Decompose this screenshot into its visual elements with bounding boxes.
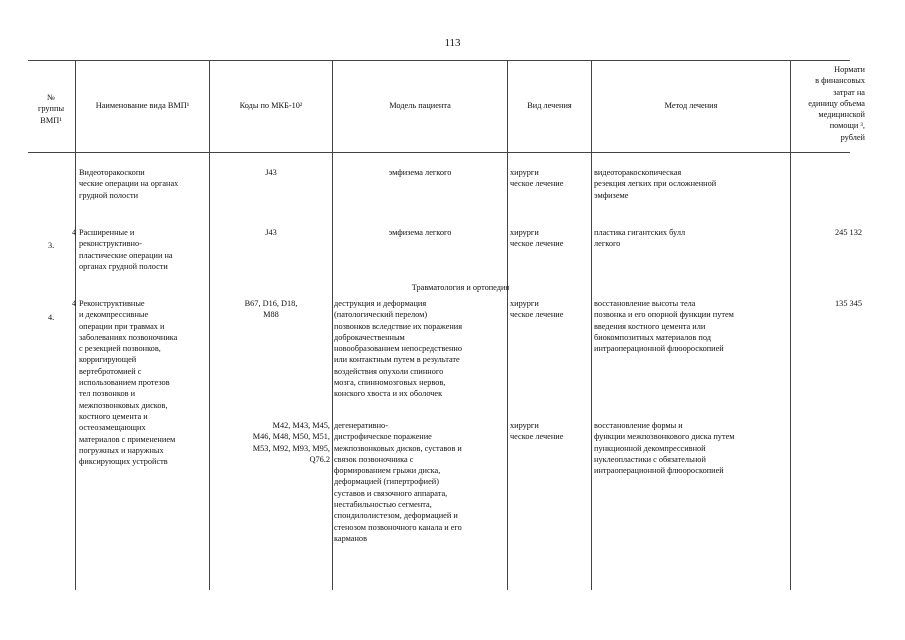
row2-icd-codes: J43 xyxy=(265,228,277,237)
row4a-patient-model: деструкция и деформация (патологический перелом) позвонков вследствие их поражения доброкачественным новообразованием непосредственно или контактным путем в результате воздействия опухоли спинного мозга, спинномозговых нервов, конского хвоста и их оболочек xyxy=(334,299,463,399)
row4-cost: 135 345 xyxy=(835,299,862,308)
col-divider-4 xyxy=(507,60,508,590)
row2-cost: 245 132 xyxy=(835,228,862,237)
row2-treatment-method: пластика гигантских булл легкого xyxy=(594,228,686,249)
row2-vmp-name: Расширенные и реконструктивно- пластические операции на органах грудной полости xyxy=(79,228,173,271)
row1-patient-model: эмфизема легкого xyxy=(388,168,452,177)
row2-patient-model: эмфизема легкого xyxy=(388,228,452,237)
row1-treatment-method: видеоторакоскопическая резекция легких при осложненной эмфиземе xyxy=(594,168,717,200)
header-treatment-type: Вид лечения xyxy=(527,101,572,110)
row4b-icd-codes: M42, M43, M45, M46, M48, M50, M51, M53, M92, M93, M95, Q76.2 xyxy=(252,421,330,464)
page-number: 113 xyxy=(444,37,461,49)
row4-vmp-name: Реконструктивные и декомпрессивные операции при травмах и заболеваниях позвоночника с резекцией позвонков, корригирующей вертебротомией с использованием протезов тел позвонков и межпозвонковых дисков, костного цемента и остеозамещающих материалов с применением погружных и наружных фиксирующих устройств xyxy=(79,299,178,467)
row4b-treatment-type: хирурги ческое лечение xyxy=(510,421,564,442)
col-divider-1 xyxy=(75,60,76,590)
row4a-treatment-method: восстановление высоты тела позвонка и его опорной функции путем введения костного цемента или биокомпозитных материалов под интраоперационной флюороскопией xyxy=(594,299,734,354)
row1-treatment-type: хирурги ческое лечение xyxy=(510,168,564,189)
section-title: Травматология и ортопедия xyxy=(411,283,510,292)
row1-icd-codes: J43 xyxy=(265,168,277,177)
header-bottom-border xyxy=(28,152,850,153)
row4-group-digit: 4 xyxy=(72,299,77,308)
header-vmp-name: Наименование вида ВМП¹ xyxy=(95,101,190,110)
header-patient-model: Модель пациента xyxy=(389,101,451,110)
row4a-icd-codes: B67, D16, D18, M88 xyxy=(244,299,298,320)
row4a-treatment-type: хирурги ческое лечение xyxy=(510,299,564,320)
header-treatment-method: Метод лечения xyxy=(664,101,718,110)
row2-group-number: 3. xyxy=(48,241,55,250)
row4b-patient-model: дегенеративно- дистрофическое поражение межпозвонковых дисков, суставов и связок позвоночника с формированием грыжи диска, деформацией (гипертрофией) суставов и связочного аппарата, нестабильностью сегмента, спондилолистезом, деформацией и стенозом позвоночного канала и его карманов xyxy=(334,421,462,543)
row4-group-number: 4. xyxy=(48,313,55,322)
header-icd-codes: Коды по МКБ-10² xyxy=(239,101,303,110)
col-divider-5 xyxy=(591,60,592,590)
col-divider-3 xyxy=(332,60,333,590)
row1-vmp-name: Видеоторакоскопи ческие операции на органах грудной полости xyxy=(79,168,179,200)
header-cost-norms: Нормати в финансовых затрат на единицу объема медицинской помощи ³, рублей xyxy=(808,65,865,142)
table-top-border xyxy=(28,60,850,61)
row2-group-digit: 4 xyxy=(72,228,77,237)
header-group-number: № группы ВМП¹ xyxy=(37,93,65,125)
row4b-treatment-method: восстановление формы и функции межпозвонкового диска путем пункционной декомпрессивной нуклеопластики с обязательной интраоперационной флюороскопией xyxy=(594,421,735,476)
row2-treatment-type: хирурги ческое лечение xyxy=(510,228,564,249)
